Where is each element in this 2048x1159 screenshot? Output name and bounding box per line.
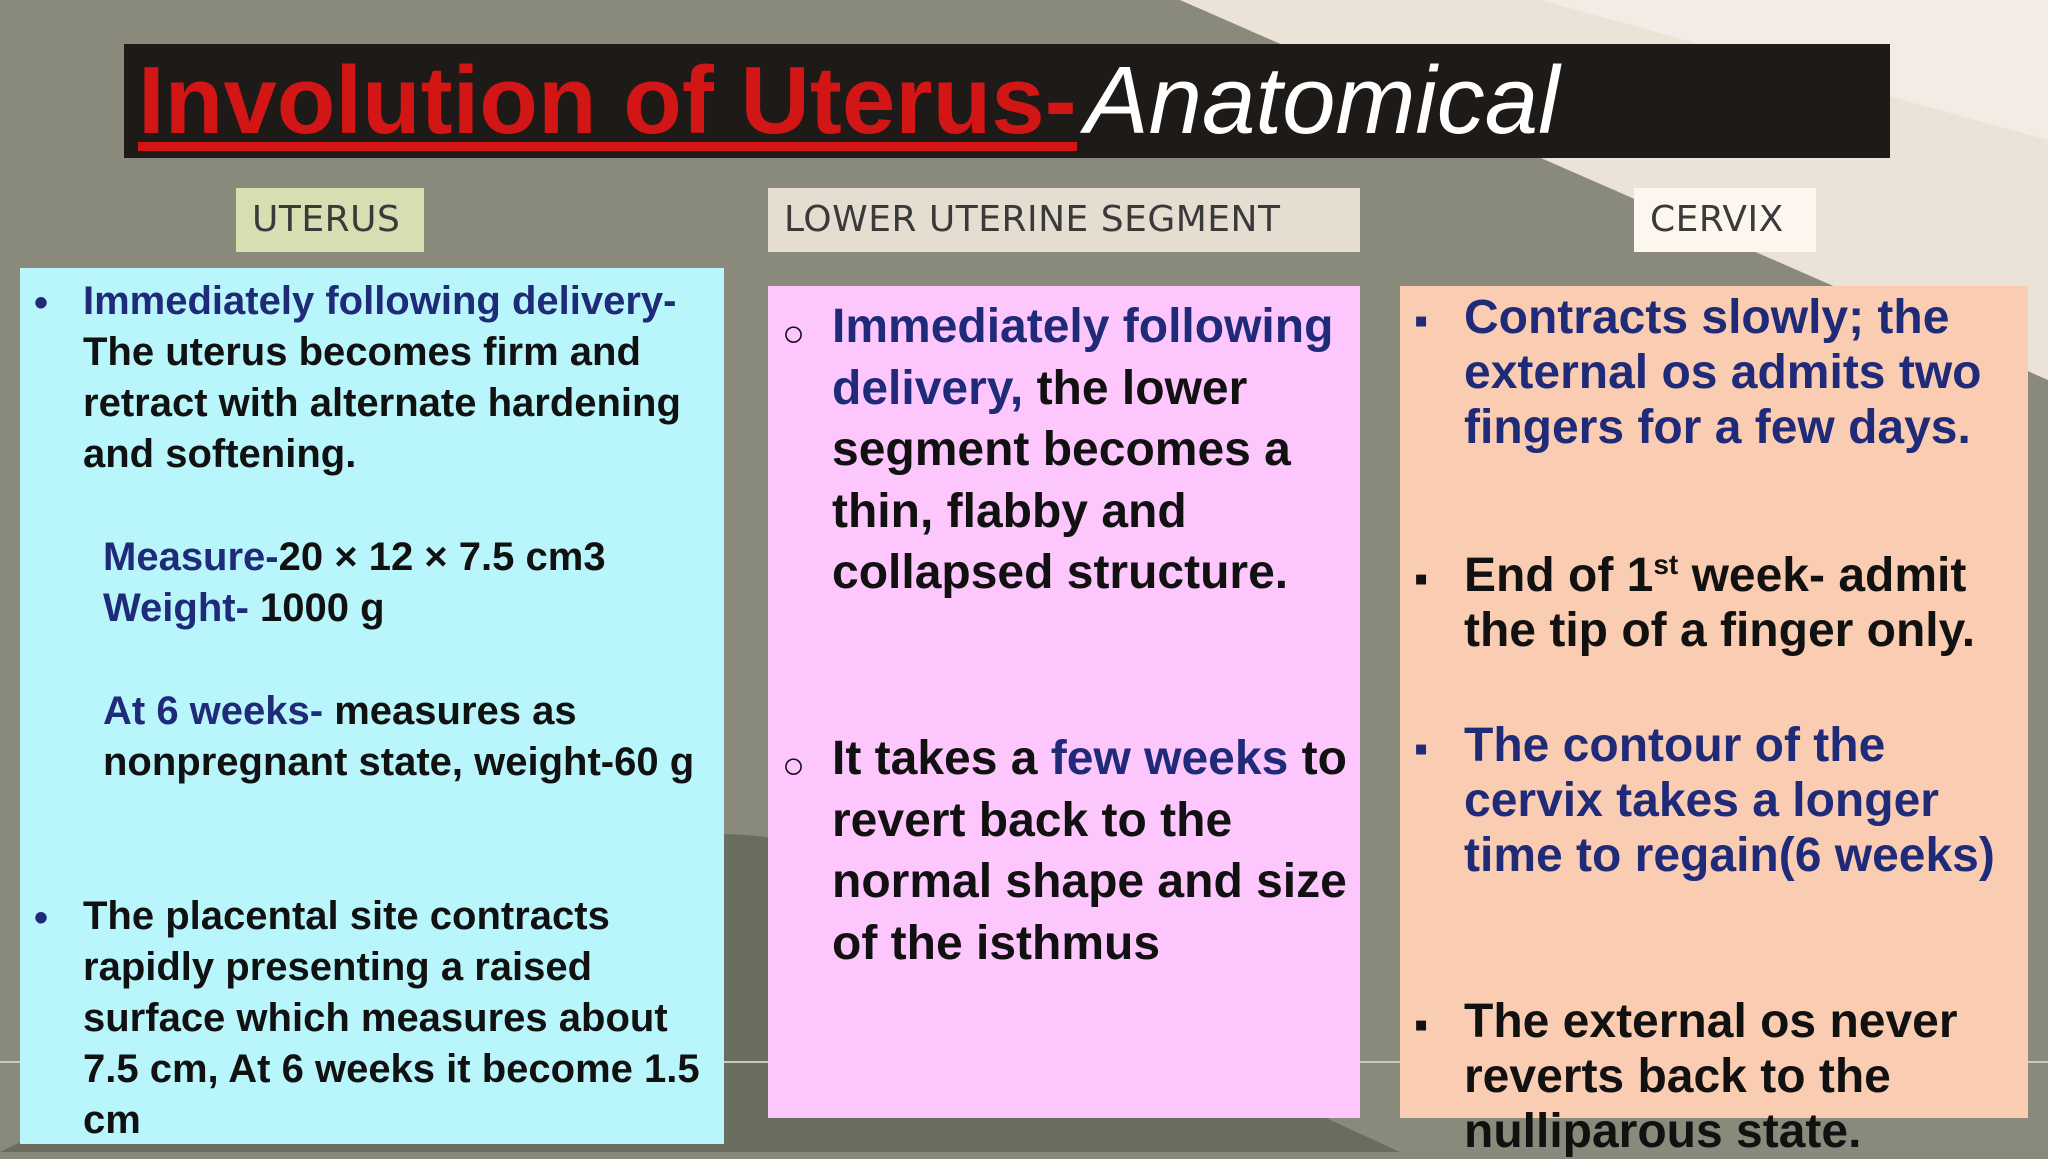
title-sub: Anatomical (1084, 47, 1560, 154)
lus-p1-lead: Immediately following delivery, (832, 300, 1334, 415)
uterus-measure (103, 532, 713, 634)
uterus-point-2: The placental site contracts rapidly presenting a raised surface which measures about 7.5 cm, At 6 weeks it become 1.5 cm (83, 894, 700, 1142)
title-main: Involution of Uterus- (138, 44, 1077, 151)
lus-p2-a: It takes a (832, 732, 1051, 785)
weight-label: Weight- (103, 586, 249, 630)
square-bullet-icon: ▪ (1414, 1003, 1429, 1047)
circle-bullet-icon: ○ (782, 313, 805, 355)
lower-segment-point-1 (832, 296, 1357, 604)
cervix-p2-sup: st (1653, 549, 1679, 580)
cervix-panel (1400, 286, 2028, 1158)
lower-segment-panel (768, 286, 1360, 1118)
measure-label: Measure- (103, 535, 279, 579)
uterus-point-1 (83, 276, 723, 480)
label-lower-segment: LOWER UTERINE SEGMENT (768, 188, 1360, 252)
slide-title (124, 44, 1890, 158)
uterus-panel (20, 268, 724, 1144)
cervix-p2-b: week- admit the tip of a finger only. (1464, 549, 1976, 657)
lower-segment-point-2 (832, 728, 1357, 974)
cervix-point-1: Contracts slowly; the external os admits two fingers for a few days. (1464, 291, 1982, 454)
cervix-point-2 (1464, 548, 2024, 658)
cervix-point-3: The contour of the cervix takes a longer time to regain(6 weeks) (1464, 719, 1995, 882)
lus-p2-b: few weeks (1050, 732, 1289, 785)
measure-value: 20 × 12 × 7.5 cm3 (278, 535, 606, 579)
uterus-p1-rest: The uterus becomes firm and retract with alternate hardening and softening. (83, 330, 681, 476)
square-bullet-icon: ▪ (1414, 557, 1429, 601)
cervix-p2-a: End of 1 (1464, 549, 1654, 602)
label-cervix: CERVIX (1634, 188, 1816, 252)
square-bullet-icon: ▪ (1414, 299, 1429, 343)
bullet-icon: • (34, 896, 49, 940)
square-bullet-icon: ▪ (1414, 727, 1429, 771)
bullet-icon: • (34, 281, 49, 325)
six-weeks-label: At 6 weeks- (103, 689, 324, 733)
weight-value: 1000 g (248, 586, 385, 630)
cervix-point-4: The external os never reverts back to the nulliparous state. (1464, 995, 1958, 1158)
uterus-six-weeks (103, 686, 713, 788)
lus-p1-rest: the lower segment becomes a thin, flabby and collapsed structure. (832, 361, 1291, 599)
circle-bullet-icon: ○ (782, 745, 805, 787)
six-weeks-value: measures as nonpregnant state, weight-60 g (103, 689, 695, 784)
label-uterus: UTERUS (236, 188, 424, 252)
uterus-p1-lead: Immediately following delivery- (83, 279, 677, 323)
lus-p2-c: to revert back to the normal shape and size of the isthmus (832, 732, 1347, 970)
